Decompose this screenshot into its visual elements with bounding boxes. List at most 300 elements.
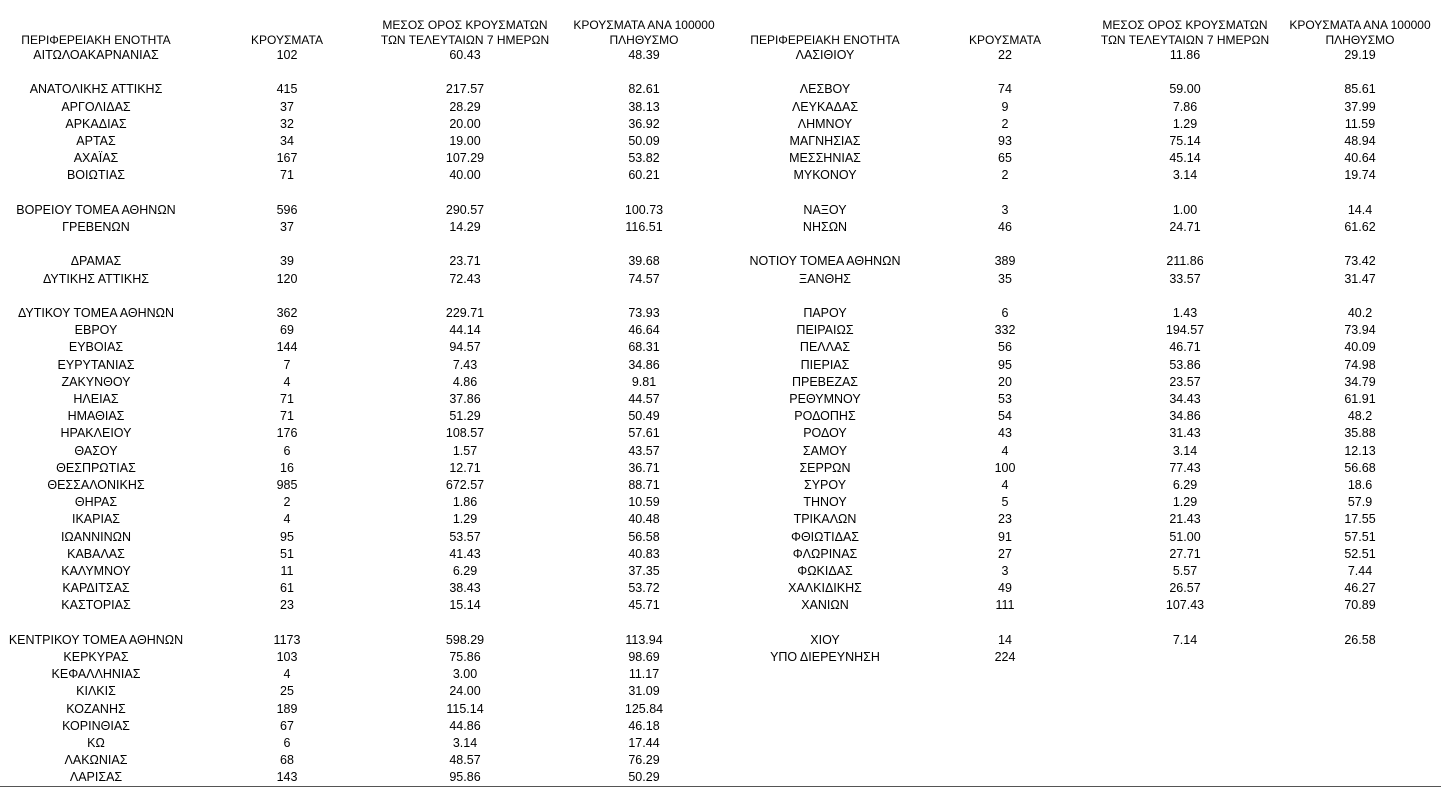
left-cell-per100k: 53.72 <box>628 581 660 596</box>
right-table-row <box>0 81 1441 98</box>
left-cell-cases: 37 <box>280 99 294 114</box>
left-cell-per100k: 31.09 <box>628 684 660 699</box>
right-cell-region: ΡΕΘΥΜΝΟΥ <box>789 392 861 406</box>
right-cell-region: ΠΡΕΒΕΖΑΣ <box>791 374 859 389</box>
right-cell-region: ΡΟΔΟΠΗΣ <box>794 409 856 424</box>
right-header-region: ΠΕΡΙΦΕΡΕΙΑΚΗ ΕΝΟΤΗΤΑ <box>750 33 900 47</box>
left-cell-cases: 6 <box>283 736 291 750</box>
right-cell-avg7: 45.14 <box>1169 151 1201 166</box>
right-cell-per100k: 40.2 <box>1347 306 1373 320</box>
right-table-row <box>0 494 1441 511</box>
right-cell-region: ΤΡΙΚΑΛΩΝ <box>793 512 857 527</box>
right-cell-cases: 6 <box>1001 306 1009 320</box>
right-cell-cases: 111 <box>995 598 1015 613</box>
left-table-row <box>0 701 1441 718</box>
left-cell-avg7: 3.00 <box>452 667 478 682</box>
right-cell-avg7: 11.86 <box>1169 48 1201 62</box>
left-cell-region: ΚΟΡΙΝΘΙΑΣ <box>62 718 130 733</box>
left-cell-avg7: 20.00 <box>449 116 481 131</box>
left-cell-avg7: 12.71 <box>449 460 481 475</box>
left-cell-per100k: 60.21 <box>628 168 660 183</box>
left-cell-avg7: 60.43 <box>449 48 481 62</box>
left-cell-region: ΔΥΤΙΚΗΣ ΑΤΤΙΚΗΣ <box>43 271 149 286</box>
left-cell-cases: 16 <box>280 460 294 475</box>
left-cell-per100k: 36.71 <box>628 460 660 475</box>
left-cell-region: ΚΑΡΔΙΤΣΑΣ <box>62 581 130 596</box>
left-cell-cases: 7 <box>283 357 291 372</box>
left-cell-per100k: 40.83 <box>628 546 660 561</box>
left-cell-avg7: 107.29 <box>445 151 485 166</box>
left-cell-cases: 67 <box>280 718 294 733</box>
left-cell-avg7: 53.57 <box>449 529 481 544</box>
left-cell-avg7: 94.57 <box>449 340 481 355</box>
right-cell-avg7: 75.14 <box>1169 134 1201 148</box>
left-cell-avg7: 24.00 <box>449 684 481 699</box>
right-cell-region: ΠΑΡΟΥ <box>803 306 847 320</box>
right-cell-region: ΣΑΜΟΥ <box>802 443 848 458</box>
left-cell-region: ΚΑΣΤΟΡΙΑΣ <box>61 598 131 613</box>
right-cell-per100k: 35.88 <box>1344 426 1376 441</box>
left-cell-region: ΓΡΕΒΕΝΩΝ <box>62 220 130 234</box>
right-cell-avg7: 34.43 <box>1169 392 1201 406</box>
right-cell-avg7: 34.86 <box>1169 409 1201 424</box>
right-table-row <box>0 116 1441 133</box>
left-cell-per100k: 73.93 <box>628 306 660 320</box>
right-cell-per100k: 57.9 <box>1347 495 1373 510</box>
right-cell-region: ΛΕΣΒΟΥ <box>799 82 851 97</box>
left-cell-region: ΘΕΣΣΑΛΟΝΙΚΗΣ <box>47 478 145 492</box>
left-cell-per100k: 46.64 <box>628 323 660 338</box>
left-cell-per100k: 116.51 <box>625 220 663 234</box>
left-cell-per100k: 50.09 <box>628 134 660 148</box>
left-cell-cases: 362 <box>276 306 298 320</box>
right-cell-per100k: 46.27 <box>1344 581 1376 596</box>
right-cell-region: ΞΑΝΘΗΣ <box>799 271 851 286</box>
left-cell-region: ΚΕΝΤΡΙΚΟΥ ΤΟΜΕΑ ΑΘΗΝΩΝ <box>8 632 184 647</box>
right-table-row <box>0 271 1441 288</box>
right-cell-per100k: 48.94 <box>1344 134 1376 148</box>
left-cell-cases: 2 <box>283 495 291 510</box>
right-cell-avg7: 51.00 <box>1169 529 1201 544</box>
right-cell-cases: 49 <box>998 581 1012 596</box>
left-cell-avg7: 217.57 <box>445 82 485 97</box>
left-cell-region: ΗΜΑΘΙΑΣ <box>67 409 125 424</box>
left-table-row <box>0 666 1441 683</box>
right-cell-cases: 93 <box>998 134 1012 148</box>
right-cell-per100k: 70.89 <box>1344 598 1376 613</box>
right-cell-per100k: 19.74 <box>1344 168 1376 183</box>
right-cell-avg7: 7.86 <box>1172 99 1198 114</box>
right-cell-cases: 14 <box>998 632 1012 647</box>
right-table-row <box>0 219 1441 236</box>
right-table-row <box>0 425 1441 442</box>
left-cell-avg7: 14.29 <box>449 220 481 234</box>
left-cell-per100k: 74.57 <box>628 271 660 286</box>
right-cell-avg7: 21.43 <box>1169 512 1201 527</box>
left-cell-avg7: 108.57 <box>445 426 485 441</box>
left-cell-avg7: 7.43 <box>452 357 478 372</box>
left-cell-cases: 4 <box>283 374 291 389</box>
right-cell-per100k: 74.98 <box>1344 357 1376 372</box>
right-cell-region: ΠΕΙΡΑΙΩΣ <box>796 323 854 338</box>
right-cell-cases: 23 <box>998 512 1012 527</box>
right-table-row <box>0 460 1441 477</box>
left-cell-avg7: 672.57 <box>445 478 485 492</box>
left-cell-per100k: 50.29 <box>628 770 660 785</box>
right-cell-cases: 56 <box>998 340 1012 355</box>
left-cell-avg7: 15.14 <box>449 598 481 613</box>
left-cell-avg7: 37.86 <box>449 392 481 406</box>
right-cell-cases: 3 <box>1001 202 1009 217</box>
right-cell-region: ΥΠΟ ΔΙΕΡΕΥΝΗΣΗ <box>770 650 880 664</box>
left-cell-cases: 4 <box>283 512 291 527</box>
left-cell-cases: 144 <box>276 340 298 355</box>
right-cell-per100k: 40.09 <box>1344 340 1376 355</box>
left-cell-region: ΙΩΑΝΝΙΝΩΝ <box>60 529 132 544</box>
right-cell-cases: 27 <box>998 546 1012 561</box>
left-cell-per100k: 10.59 <box>628 495 660 510</box>
left-cell-region: ΚΑΛΥΜΝΟΥ <box>61 564 131 578</box>
left-cell-cases: 1173 <box>273 632 301 647</box>
right-cell-avg7: 53.86 <box>1169 357 1201 372</box>
right-cell-cases: 65 <box>998 151 1012 166</box>
right-cell-region: ΦΛΩΡΙΝΑΣ <box>792 546 858 561</box>
left-header-per100k: ΚΡΟΥΣΜΑΤΑ ΑΝΑ 100000 ΠΛΗΘΥΣΜΟ <box>573 18 715 47</box>
right-cell-avg7: 33.57 <box>1169 271 1201 286</box>
left-cell-avg7: 19.00 <box>449 134 481 148</box>
right-cell-cases: 389 <box>994 254 1016 269</box>
left-cell-avg7: 38.43 <box>449 581 481 596</box>
right-header-avg7: ΜΕΣΟΣ ΟΡΟΣ ΚΡΟΥΣΜΑΤΩΝ ΤΩΝ ΤΕΛΕΥΤΑΙΩΝ 7 ΗΜΕΡΩΝ <box>1100 18 1270 47</box>
left-cell-per100k: 53.82 <box>628 151 660 166</box>
left-cell-cases: 37 <box>280 220 294 234</box>
left-cell-region: ΒΟΡΕΙΟΥ ΤΟΜΕΑ ΑΘΗΝΩΝ <box>16 202 176 217</box>
left-cell-per100k: 11.17 <box>628 667 660 682</box>
left-cell-region: ΑΧΑΪΑΣ <box>73 151 119 166</box>
left-cell-region: ΑΝΑΤΟΛΙΚΗΣ ΑΤΤΙΚΗΣ <box>29 82 163 97</box>
left-cell-per100k: 37.35 <box>628 564 660 578</box>
right-cell-region: ΜΕΣΣΗΝΙΑΣ <box>789 151 861 166</box>
right-table-row <box>0 649 1441 666</box>
left-cell-region: ΗΡΑΚΛΕΙΟΥ <box>60 426 132 441</box>
right-cell-avg7: 1.00 <box>1172 202 1198 217</box>
right-cell-per100k: 29.19 <box>1344 48 1376 62</box>
right-table-row <box>0 357 1441 374</box>
right-table-row <box>0 563 1441 580</box>
right-cell-per100k: 26.58 <box>1344 632 1376 647</box>
right-cell-avg7: 31.43 <box>1169 426 1201 441</box>
left-cell-cases: 4 <box>283 667 291 682</box>
right-cell-avg7: 1.29 <box>1172 116 1198 131</box>
left-cell-cases: 596 <box>276 202 298 217</box>
right-cell-avg7: 1.43 <box>1172 306 1198 320</box>
left-cell-avg7: 75.86 <box>449 650 481 664</box>
left-cell-per100k: 40.48 <box>628 512 660 527</box>
left-cell-region: ΔΥΤΙΚΟΥ ΤΟΜΕΑ ΑΘΗΝΩΝ <box>17 306 175 320</box>
right-cell-region: ΦΘΙΩΤΙΔΑΣ <box>790 529 860 544</box>
left-cell-region: ΚΟΖΑΝΗΣ <box>66 701 126 716</box>
right-cell-per100k: 7.44 <box>1347 564 1373 578</box>
right-cell-per100k: 17.55 <box>1344 512 1376 527</box>
left-cell-per100k: 76.29 <box>628 753 660 768</box>
left-cell-avg7: 598.29 <box>445 632 485 647</box>
left-cell-per100k: 57.61 <box>628 426 660 441</box>
left-cell-cases: 985 <box>276 478 298 492</box>
left-header-region: ΠΕΡΙΦΕΡΕΙΑΚΗ ΕΝΟΤΗΤΑ <box>21 33 171 47</box>
right-cell-avg7: 3.14 <box>1172 168 1198 183</box>
left-cell-per100k: 98.69 <box>628 650 660 664</box>
left-cell-avg7: 28.29 <box>449 99 481 114</box>
right-cell-per100k: 18.6 <box>1347 478 1373 492</box>
left-cell-region: ΑΙΤΩΛΟΑΚΑΡΝΑΝΙΑΣ <box>33 48 159 62</box>
right-table-row <box>0 529 1441 546</box>
right-cell-per100k: 11.59 <box>1344 116 1376 131</box>
right-cell-cases: 20 <box>998 374 1012 389</box>
left-cell-cases: 61 <box>280 581 294 596</box>
right-cell-cases: 4 <box>1001 443 1009 458</box>
right-cell-avg7: 3.14 <box>1172 443 1198 458</box>
left-cell-region: ΘΗΡΑΣ <box>74 495 118 510</box>
right-cell-per100k: 56.68 <box>1344 460 1376 475</box>
left-cell-region: ΖΑΚΥΝΘΟΥ <box>61 374 131 389</box>
right-table-row <box>0 511 1441 528</box>
left-cell-per100k: 43.57 <box>628 443 660 458</box>
left-cell-cases: 11 <box>280 564 294 578</box>
right-cell-cases: 35 <box>998 271 1012 286</box>
right-table-row <box>0 202 1441 219</box>
left-cell-region: ΘΕΣΠΡΩΤΙΑΣ <box>56 460 136 475</box>
right-cell-region: ΣΥΡΟΥ <box>803 478 847 492</box>
right-cell-region: ΦΩΚΙΔΑΣ <box>797 564 853 578</box>
left-cell-region: ΗΛΕΙΑΣ <box>73 392 119 406</box>
left-cell-per100k: 48.39 <box>628 48 660 62</box>
left-cell-cases: 102 <box>276 48 298 62</box>
right-table-row <box>0 150 1441 167</box>
left-cell-region: ΕΥΡΥΤΑΝΙΑΣ <box>57 357 135 372</box>
left-cell-cases: 6 <box>283 443 291 458</box>
left-cell-region: ΙΚΑΡΙΑΣ <box>71 512 121 527</box>
right-cell-region: ΝΗΣΩΝ <box>802 220 848 234</box>
right-table-row <box>0 580 1441 597</box>
right-cell-cases: 224 <box>994 650 1016 664</box>
left-cell-cases: 120 <box>276 271 298 286</box>
right-cell-cases: 53 <box>998 392 1012 406</box>
left-header-cases: ΚΡΟΥΣΜΑΤΑ <box>251 33 323 47</box>
left-cell-region: ΑΡΚΑΔΙΑΣ <box>65 116 127 131</box>
left-cell-avg7: 6.29 <box>452 564 478 578</box>
left-cell-cases: 34 <box>280 134 294 148</box>
left-cell-cases: 25 <box>280 684 294 699</box>
left-cell-region: ΒΟΙΩΤΙΑΣ <box>66 168 126 183</box>
left-cell-per100k: 50.49 <box>628 409 660 424</box>
left-cell-region: ΚΕΡΚΥΡΑΣ <box>63 650 129 664</box>
right-cell-region: ΧΙΟΥ <box>810 632 840 647</box>
right-cell-per100k: 52.51 <box>1344 546 1376 561</box>
right-cell-avg7: 23.57 <box>1169 374 1201 389</box>
left-cell-per100k: 113.94 <box>625 632 663 647</box>
bottom-border <box>0 786 1441 787</box>
left-cell-avg7: 23.71 <box>449 254 481 269</box>
right-cell-cases: 74 <box>998 82 1012 97</box>
right-cell-per100k: 61.91 <box>1344 392 1376 406</box>
left-cell-avg7: 1.29 <box>452 512 478 527</box>
right-cell-per100k: 14.4 <box>1347 202 1373 217</box>
right-cell-region: ΤΗΝΟΥ <box>803 495 847 510</box>
left-cell-avg7: 4.86 <box>452 374 478 389</box>
right-cell-avg7: 211.86 <box>1166 254 1204 269</box>
right-cell-cases: 9 <box>1001 99 1009 114</box>
left-cell-avg7: 40.00 <box>449 168 481 183</box>
right-cell-avg7: 46.71 <box>1169 340 1201 355</box>
right-cell-region: ΛΕΥΚΑΔΑΣ <box>791 99 859 114</box>
left-cell-cases: 71 <box>280 409 294 424</box>
right-table-row <box>0 632 1441 649</box>
right-cell-region: ΝΑΞΟΥ <box>803 202 847 217</box>
right-table-row <box>0 391 1441 408</box>
right-cell-per100k: 61.62 <box>1344 220 1376 234</box>
right-table-row <box>0 305 1441 322</box>
left-cell-region: ΚΕΦΑΛΛΗΝΙΑΣ <box>51 667 141 682</box>
left-cell-region: ΛΑΡΙΣΑΣ <box>69 770 123 785</box>
right-cell-region: ΛΗΜΝΟΥ <box>797 116 853 131</box>
left-cell-cases: 415 <box>276 82 298 97</box>
left-table-row <box>0 752 1441 769</box>
left-cell-per100k: 45.71 <box>628 598 660 613</box>
left-cell-avg7: 95.86 <box>449 770 481 785</box>
left-cell-per100k: 39.68 <box>628 254 660 269</box>
right-cell-region: ΧΑΛΚΙΔΙΚΗΣ <box>788 581 862 596</box>
left-cell-cases: 23 <box>280 598 294 613</box>
right-cell-cases: 54 <box>998 409 1012 424</box>
left-header-avg7: ΜΕΣΟΣ ΟΡΟΣ ΚΡΟΥΣΜΑΤΩΝ ΤΩΝ ΤΕΛΕΥΤΑΙΩΝ 7 ΗΜΕΡΩΝ <box>380 18 550 47</box>
left-cell-per100k: 56.58 <box>628 529 660 544</box>
left-cell-cases: 176 <box>276 426 298 441</box>
left-table-row <box>0 735 1441 752</box>
right-table-row <box>0 47 1441 64</box>
right-table-row <box>0 133 1441 150</box>
left-cell-per100k: 38.13 <box>628 99 660 114</box>
left-cell-region: ΕΥΒΟΙΑΣ <box>68 340 124 355</box>
left-cell-avg7: 3.14 <box>452 736 478 750</box>
left-cell-region: ΛΑΚΩΝΙΑΣ <box>64 753 128 768</box>
right-cell-cases: 5 <box>1001 495 1009 510</box>
right-cell-cases: 95 <box>998 357 1012 372</box>
left-cell-cases: 69 <box>280 323 294 338</box>
left-cell-per100k: 34.86 <box>628 357 660 372</box>
right-cell-region: ΜΑΓΝΗΣΙΑΣ <box>789 134 861 148</box>
right-cell-cases: 2 <box>1001 168 1009 183</box>
left-cell-cases: 95 <box>280 529 294 544</box>
left-cell-per100k: 88.71 <box>628 478 660 492</box>
left-table-row <box>0 683 1441 700</box>
left-cell-per100k: 125.84 <box>624 701 664 716</box>
left-cell-region: ΔΡΑΜΑΣ <box>70 254 122 269</box>
right-table-row <box>0 597 1441 614</box>
right-table-row <box>0 167 1441 184</box>
left-cell-per100k: 17.44 <box>628 736 660 750</box>
right-table-row <box>0 99 1441 116</box>
left-cell-avg7: 51.29 <box>449 409 481 424</box>
right-cell-per100k: 31.47 <box>1344 271 1376 286</box>
right-cell-avg7: 59.00 <box>1169 82 1201 97</box>
right-cell-per100k: 73.94 <box>1344 323 1376 338</box>
left-cell-cases: 68 <box>280 753 294 768</box>
right-cell-cases: 4 <box>1001 478 1009 492</box>
right-cell-avg7: 6.29 <box>1172 478 1198 492</box>
left-cell-per100k: 36.92 <box>628 116 660 131</box>
left-cell-cases: 71 <box>280 392 294 406</box>
left-cell-avg7: 229.71 <box>445 306 485 320</box>
left-cell-avg7: 48.57 <box>449 753 481 768</box>
right-cell-per100k: 40.64 <box>1344 151 1376 166</box>
right-cell-cases: 332 <box>994 323 1016 338</box>
left-cell-per100k: 9.81 <box>631 374 657 389</box>
left-cell-avg7: 41.43 <box>449 546 481 561</box>
right-cell-avg7: 194.57 <box>1165 323 1205 338</box>
left-cell-avg7: 115.14 <box>446 701 484 716</box>
left-cell-per100k: 44.57 <box>628 392 660 406</box>
left-cell-region: ΑΡΤΑΣ <box>76 134 116 148</box>
right-cell-region: ΛΑΣΙΘΙΟΥ <box>795 48 855 62</box>
left-cell-cases: 71 <box>280 168 294 183</box>
left-cell-cases: 167 <box>276 151 298 166</box>
right-cell-per100k: 12.13 <box>1344 443 1376 458</box>
right-table-row <box>0 408 1441 425</box>
right-cell-cases: 3 <box>1001 564 1009 578</box>
right-cell-cases: 22 <box>998 48 1012 62</box>
right-cell-avg7: 1.29 <box>1172 495 1198 510</box>
left-cell-per100k: 100.73 <box>624 202 664 217</box>
left-cell-region: ΚΑΒΑΛΑΣ <box>67 546 125 561</box>
right-cell-avg7: 26.57 <box>1169 581 1201 596</box>
right-cell-avg7: 77.43 <box>1169 460 1201 475</box>
left-cell-region: ΚΩ <box>87 736 105 750</box>
right-cell-region: ΡΟΔΟΥ <box>803 426 847 441</box>
right-cell-region: ΧΑΝΙΩΝ <box>801 598 849 613</box>
left-cell-cases: 32 <box>280 116 294 131</box>
right-cell-avg7: 7.14 <box>1172 632 1198 647</box>
right-cell-region: ΣΕΡΡΩΝ <box>799 460 851 475</box>
left-cell-avg7: 1.57 <box>452 443 478 458</box>
right-cell-per100k: 57.51 <box>1344 529 1376 544</box>
right-table-row <box>0 253 1441 270</box>
right-cell-region: ΝΟΤΙΟΥ ΤΟΜΕΑ ΑΘΗΝΩΝ <box>749 254 901 269</box>
right-cell-per100k: 48.2 <box>1347 409 1373 424</box>
right-cell-cases: 2 <box>1001 116 1009 131</box>
left-cell-avg7: 72.43 <box>449 271 481 286</box>
right-cell-region: ΜΥΚΟΝΟΥ <box>793 168 857 183</box>
right-header-cases: ΚΡΟΥΣΜΑΤΑ <box>969 33 1041 47</box>
left-cell-region: ΘΑΣΟΥ <box>74 443 118 458</box>
left-cell-cases: 51 <box>280 546 294 561</box>
left-cell-cases: 103 <box>276 650 298 664</box>
right-cell-per100k: 37.99 <box>1344 99 1376 114</box>
left-cell-per100k: 82.61 <box>628 82 660 97</box>
left-cell-region: ΕΒΡΟΥ <box>74 323 118 338</box>
right-table-row <box>0 374 1441 391</box>
left-cell-avg7: 44.14 <box>449 323 481 338</box>
left-cell-cases: 189 <box>276 701 298 716</box>
right-cell-per100k: 73.42 <box>1344 254 1376 269</box>
right-header-per100k: ΚΡΟΥΣΜΑΤΑ ΑΝΑ 100000 ΠΛΗΘΥΣΜΟ <box>1289 18 1431 47</box>
right-cell-cases: 100 <box>994 460 1016 475</box>
left-cell-region: ΑΡΓΟΛΙΔΑΣ <box>61 99 131 114</box>
left-cell-cases: 39 <box>280 254 294 269</box>
right-table-row <box>0 322 1441 339</box>
right-table-row <box>0 546 1441 563</box>
right-cell-avg7: 24.71 <box>1169 220 1201 234</box>
left-cell-cases: 143 <box>276 770 298 785</box>
